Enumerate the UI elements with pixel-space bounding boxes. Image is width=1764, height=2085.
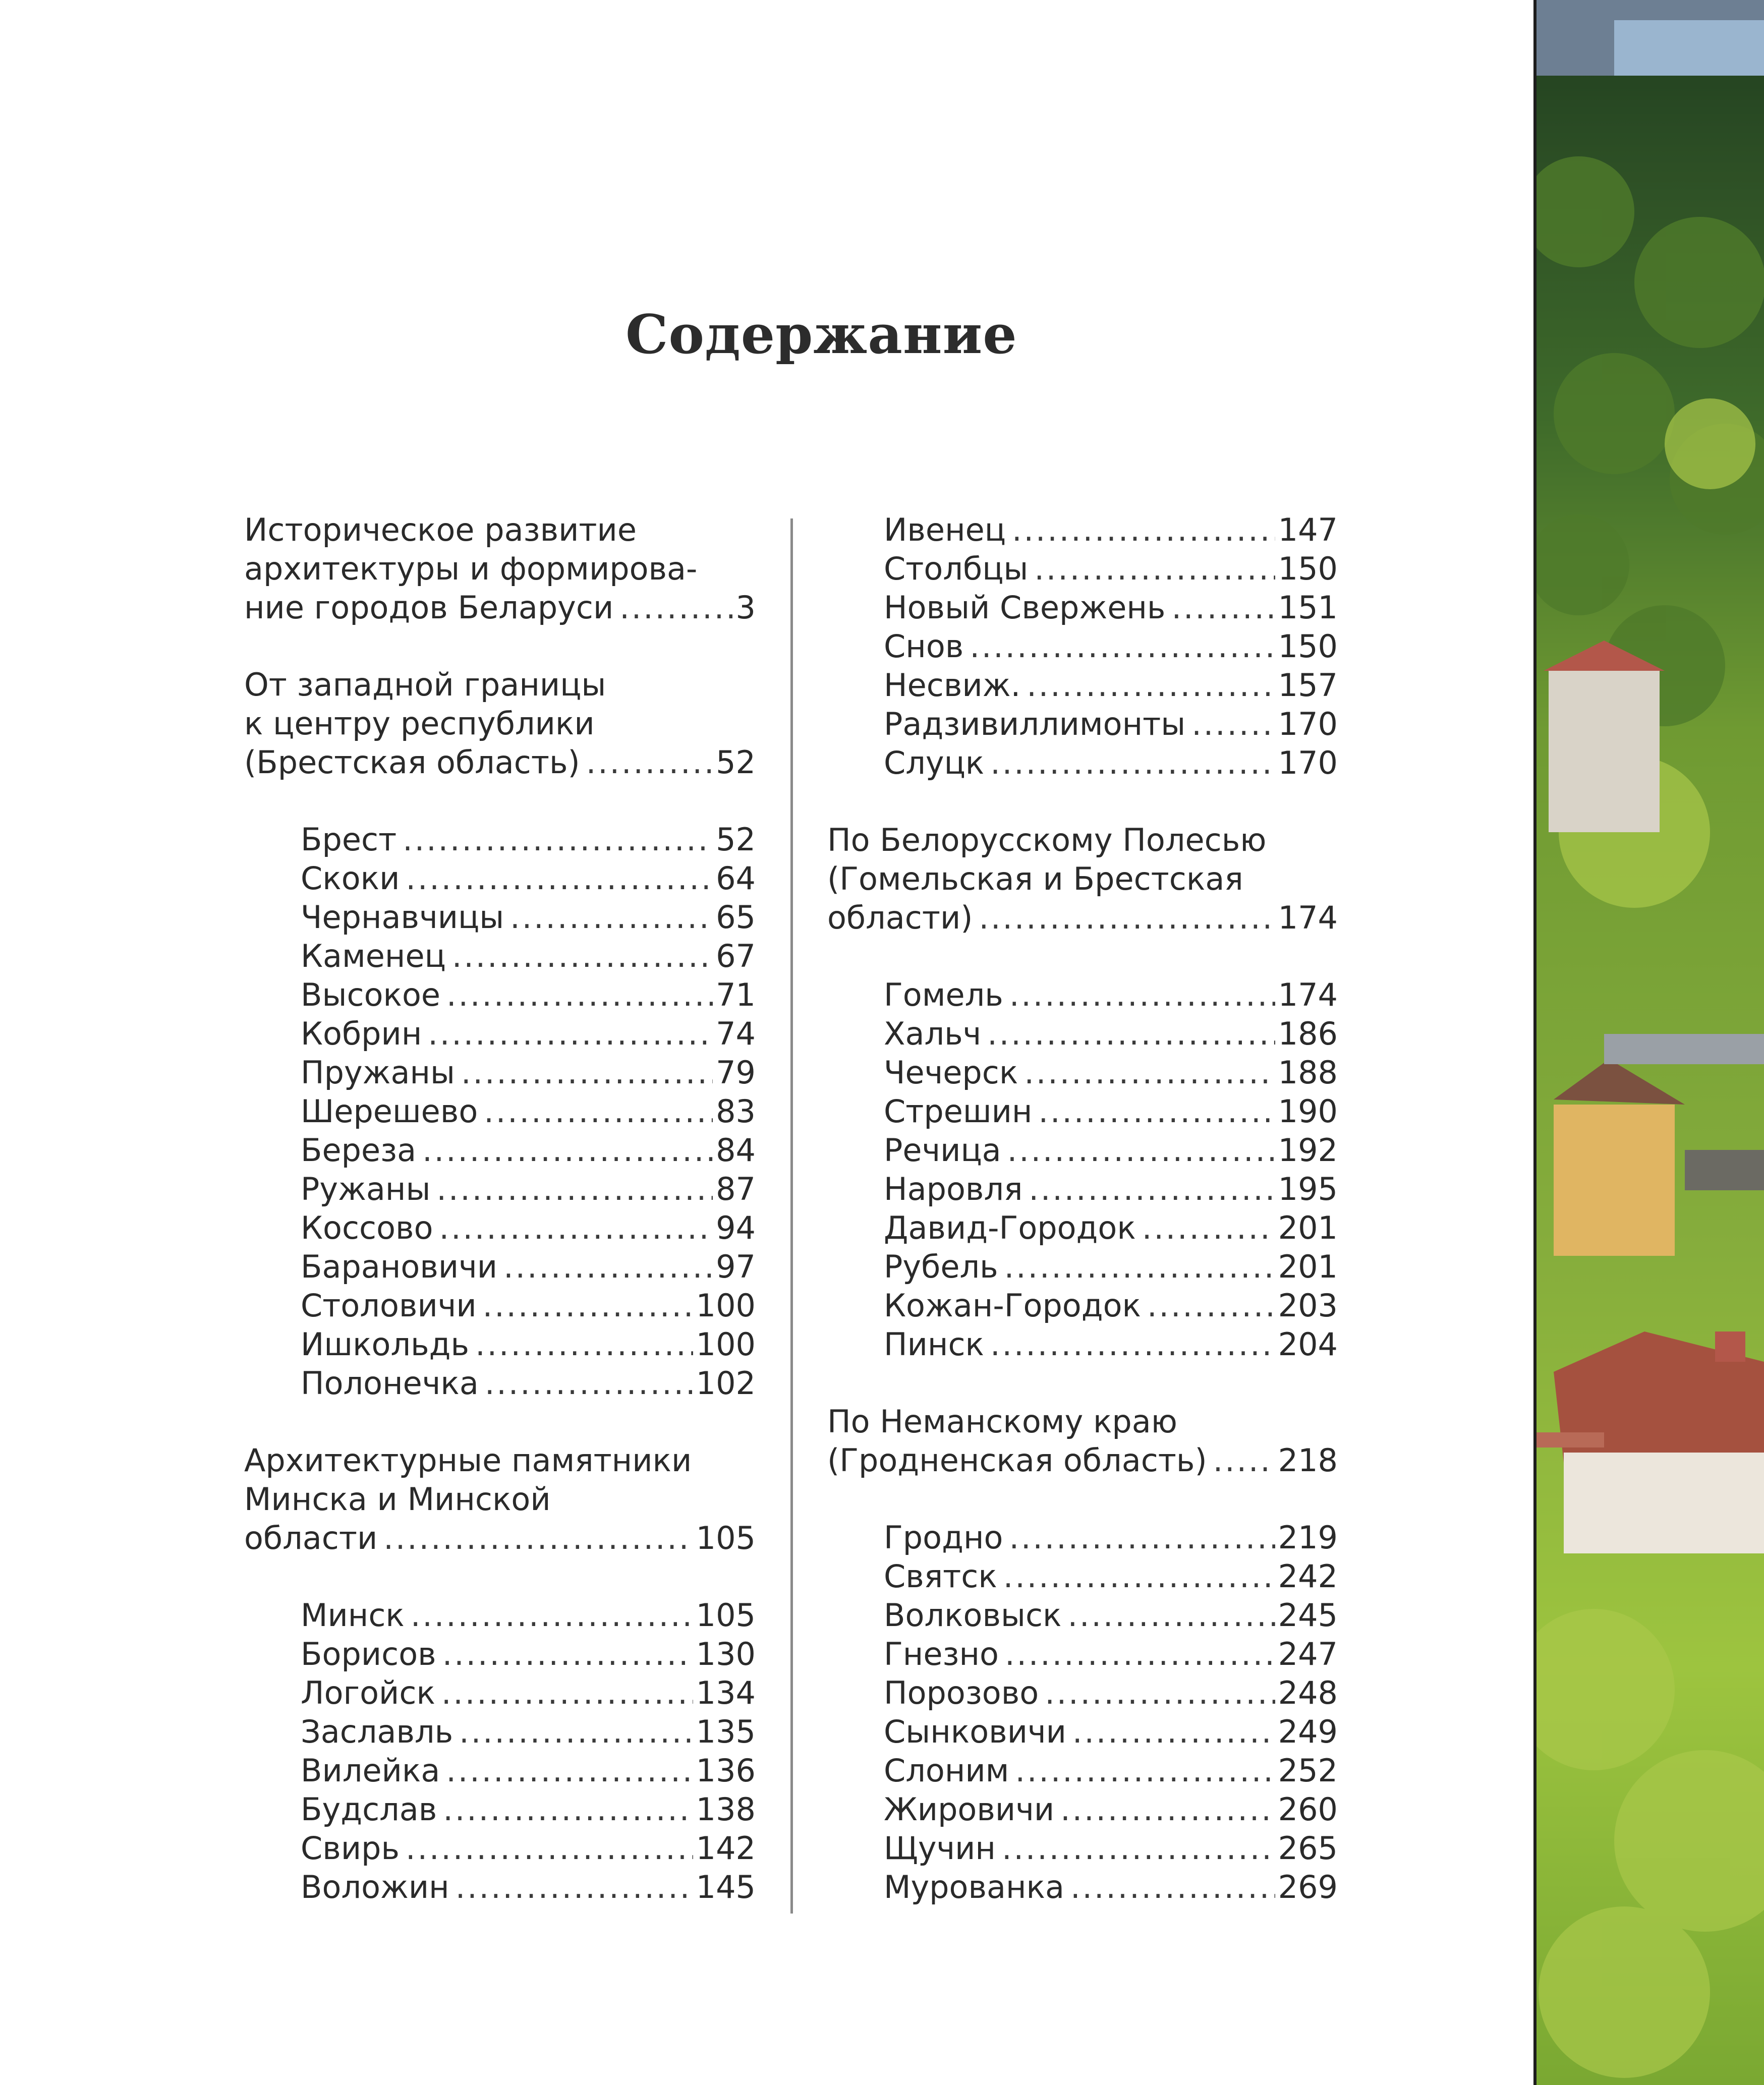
dot-leader [1070,1868,1275,1906]
toc-section-heading-row[interactable] [244,588,756,627]
toc-entry-name: Жировичи [884,1791,1055,1828]
toc-page-number: 105 [696,1597,756,1634]
toc-page-number: 142 [696,1830,756,1867]
dot-leader [987,1014,1275,1053]
toc-entry[interactable] [884,1557,1338,1596]
toc-entry-name: Шерешево [301,1093,478,1130]
toc-entry[interactable] [884,1751,1338,1790]
toc-page-number: 105 [696,1520,756,1556]
toc-entry-name: Ишкольдь [301,1326,470,1363]
toc-entry-name: Коссово [301,1209,433,1246]
toc-section-heading-row[interactable] [244,1519,756,1557]
toc-page-number: 145 [696,1869,756,1905]
toc-entry[interactable] [884,1170,1338,1208]
toc-section [244,665,756,1403]
toc-entry-name: Хальч [884,1015,982,1052]
toc-entry[interactable] [301,1053,756,1092]
toc-section-heading-line: По Белорусскому Полесью [827,822,1267,858]
toc-page-number: 84 [716,1132,756,1169]
dot-leader [1045,1673,1275,1712]
toc-entry-name: Свирь [301,1830,400,1867]
toc-entry-name: Будслав [301,1791,437,1828]
toc-entry-name: Речица [884,1132,1001,1169]
dot-leader [446,1751,693,1790]
dot-leader [446,975,713,1014]
toc-section [244,510,756,627]
toc-entry-name: Полонечка [301,1365,479,1402]
toc-section [827,510,1338,782]
toc-section-heading-line: (Брестская область) [244,744,580,781]
dot-leader [406,1829,693,1868]
toc-section [827,1402,1338,1906]
toc-entry-name: Ивенец [884,511,1006,548]
toc-entry[interactable] [301,898,756,937]
dot-leader [1068,1596,1275,1635]
dot-leader [1034,549,1275,588]
toc-page-number: 252 [1278,1752,1338,1789]
toc-entry[interactable] [301,1286,756,1325]
toc-entry[interactable] [301,1712,756,1751]
toc-entry[interactable] [884,666,1338,705]
toc-entry-name: Гродно [884,1519,1003,1556]
toc-page-number: 186 [1278,1015,1338,1052]
toc-page-number: 3 [735,589,756,626]
toc-entry[interactable] [301,1635,756,1673]
toc-section-heading-row[interactable] [827,898,1338,937]
toc-page-number: 242 [1278,1558,1338,1595]
dot-leader [452,937,713,975]
dot-leader [403,820,713,859]
toc-entry[interactable] [301,1208,756,1247]
toc-entry[interactable] [884,1247,1338,1286]
dot-leader [441,1673,693,1712]
dot-leader [1060,1790,1275,1829]
toc-entry-name: Стрешин [884,1093,1033,1130]
toc-page-number: 71 [716,976,756,1013]
toc-entry[interactable] [884,1208,1338,1247]
toc-page-number: 134 [696,1674,756,1711]
toc-entry-list [827,510,1338,782]
toc-entry[interactable] [884,1131,1338,1170]
dot-leader [1213,1441,1275,1480]
toc-page-number: 150 [1278,550,1338,587]
toc-page-number: 65 [716,899,756,936]
dot-leader [406,859,713,898]
toc-page-number: 248 [1278,1674,1338,1711]
toc-entry-name: Слоним [884,1752,1009,1789]
toc-section-heading-line: (Гродненская область) [827,1442,1207,1479]
toc-entry[interactable] [301,859,756,898]
toc-entry[interactable] [301,1131,756,1170]
dot-leader [1171,588,1275,627]
toc-page-number: 219 [1278,1519,1338,1556]
dot-leader [1191,705,1275,743]
toc-entry-name: Несвиж. [884,667,1021,704]
toc-entry[interactable] [884,1635,1338,1673]
toc-entry[interactable] [884,1790,1338,1829]
toc-entry-name: Воложин [301,1869,449,1905]
toc-entry-list [827,1518,1338,1906]
toc-entry-name: Чернавчицы [301,899,504,936]
toc-entry[interactable] [884,588,1338,627]
dot-leader [1012,510,1275,549]
toc-page-number: 102 [696,1365,756,1402]
toc-section-heading-line: области [244,1520,378,1556]
dot-leader [443,1790,693,1829]
toc-entry-name: Каменец [301,938,446,974]
toc-entry-name: Снов [884,628,964,665]
toc-page-number: 150 [1278,628,1338,665]
toc-page-number: 74 [716,1015,756,1052]
toc-section [827,821,1338,1364]
toc-entry[interactable] [301,1364,756,1403]
toc-page-number: 188 [1278,1054,1338,1091]
dot-leader [456,1868,693,1906]
toc-entry-list [827,975,1338,1364]
toc-entry[interactable] [884,975,1338,1014]
toc-page-number: 174 [1278,899,1338,936]
toc-page-number: 52 [716,744,756,781]
toc-page-number: 100 [696,1287,756,1324]
toc-page-number: 52 [716,821,756,858]
toc-entry-name: Кобрин [301,1015,422,1052]
toc-entry-list [244,1596,756,1906]
dot-leader [990,1325,1275,1364]
toc-left-column [244,510,756,1945]
toc-section-heading-line: к центру республики [244,705,595,742]
toc-right-column [827,510,1338,1945]
toc-entry[interactable] [301,975,756,1014]
dot-leader [422,1131,713,1170]
toc-entry[interactable] [884,1286,1338,1325]
toc-entry-name: Кожан-Городок [884,1287,1141,1324]
toc-entry-name: Радзивиллимонты [884,706,1186,742]
toc-section [244,1441,756,1906]
dot-leader [1007,1131,1275,1170]
dot-leader [484,1092,713,1131]
toc-entry-list [244,820,756,1403]
toc-page-number: 218 [1278,1442,1338,1479]
dot-leader [1003,1557,1275,1596]
dot-leader [619,588,732,627]
toc-entry-name: Наровля [884,1171,1023,1207]
dot-leader [510,898,713,937]
toc-page-number: 201 [1278,1209,1338,1246]
dot-leader [439,1208,713,1247]
dot-leader [411,1596,693,1635]
toc-entry-name: Скоки [301,860,400,897]
dot-leader [970,627,1275,666]
toc-section-heading-line: От западной границы [244,666,606,703]
toc-entry-name: Заславль [301,1713,453,1750]
toc-page-number: 201 [1278,1248,1338,1285]
toc-page-number: 87 [716,1171,756,1207]
toc-page-number: 245 [1278,1597,1338,1634]
dot-leader [436,1170,713,1208]
toc-entry-name: Слуцк [884,744,985,781]
dot-leader [1015,1751,1275,1790]
dot-leader [1005,1635,1275,1673]
toc-section-heading-row[interactable] [244,743,756,782]
toc-entry[interactable] [301,1596,756,1635]
dot-leader [383,1519,693,1557]
toc-entry[interactable] [884,627,1338,666]
toc-entry[interactable] [301,1170,756,1208]
dot-leader [1004,1247,1275,1286]
toc-entry[interactable] [884,743,1338,782]
toc-entry[interactable] [884,549,1338,588]
toc-page-number: 247 [1278,1636,1338,1672]
toc-page-number: 83 [716,1093,756,1130]
toc-entry[interactable] [301,1092,756,1131]
dot-leader [586,743,713,782]
toc-entry-name: Гомель [884,976,1003,1013]
toc-entry[interactable] [301,820,756,859]
toc-entry-name: Волковыск [884,1597,1062,1634]
toc-entry[interactable] [884,1596,1338,1635]
toc-section-heading-line: Минска и Минской [244,1481,551,1518]
dot-leader [459,1712,693,1751]
dot-leader [1072,1712,1275,1751]
toc-entry-name: Логойск [301,1674,435,1711]
toc-entry-name: Пружаны [301,1054,456,1091]
toc-entry-name: Чечерск [884,1054,1018,1091]
toc-entry[interactable] [301,937,756,975]
dot-leader [1002,1829,1275,1868]
toc-section-heading-line: Архитектурные памятники [244,1442,692,1479]
toc-page-number: 269 [1278,1869,1338,1905]
toc-section-heading-row[interactable] [827,1441,1338,1480]
toc-page-number: 204 [1278,1326,1338,1363]
toc-entry[interactable] [301,1325,756,1364]
toc-entry-name: Рубель [884,1248,998,1285]
toc-page-number: 135 [696,1713,756,1750]
toc-entry[interactable] [884,510,1338,549]
toc-page-number: 174 [1278,976,1338,1013]
toc-entry-name: Святск [884,1558,997,1595]
toc-entry-name: Брест [301,821,397,858]
dot-leader [483,1286,693,1325]
toc-entry[interactable] [301,1014,756,1053]
dot-leader [1009,1518,1275,1557]
dot-leader [1142,1208,1275,1247]
toc-entry-name: Мурованка [884,1869,1064,1905]
toc-entry-name: Столбцы [884,550,1029,587]
toc-entry-name: Столовичи [301,1287,477,1324]
dot-leader [1029,1170,1275,1208]
toc-page-number: 170 [1278,706,1338,742]
toc-page-number: 190 [1278,1093,1338,1130]
toc-entry[interactable] [884,1712,1338,1751]
toc-page-number: 203 [1278,1287,1338,1324]
toc-page-number: 138 [696,1791,756,1828]
page-title: Содержание [625,303,1017,366]
dot-leader [1038,1092,1275,1131]
toc-entry-name: Высокое [301,976,441,1013]
toc-entry-name: Давид-Городок [884,1209,1136,1246]
toc-entry[interactable] [884,1829,1338,1868]
toc-entry-name: Вилейка [301,1752,440,1789]
dot-leader [442,1635,693,1673]
toc-entry[interactable] [884,1518,1338,1557]
dot-leader [475,1325,693,1364]
toc-page-number: 249 [1278,1713,1338,1750]
dot-leader [1027,666,1275,705]
toc-entry-name: Ружаны [301,1171,431,1207]
toc-entry[interactable] [884,1325,1338,1364]
dot-leader [503,1247,713,1286]
toc-entry-name: Щучин [884,1830,996,1867]
toc-page-number: 97 [716,1248,756,1285]
toc-entry[interactable] [301,1673,756,1712]
column-divider [790,518,793,1914]
dot-leader [1147,1286,1275,1325]
toc-page-number: 79 [716,1054,756,1091]
toc-page-number: 265 [1278,1830,1338,1867]
toc-page-number: 147 [1278,511,1338,548]
toc-section-heading-line: (Гомельская и Брестская [827,860,1243,897]
dot-leader [428,1014,713,1053]
cover-photo-strip [1533,0,1764,2085]
dot-leader [1009,975,1275,1014]
toc-page-number: 195 [1278,1171,1338,1207]
toc-entry-name: Барановичи [301,1248,498,1285]
toc-section-heading-line: По Неманскому краю [827,1403,1177,1440]
toc-entry[interactable] [884,705,1338,743]
toc-entry-name: Береза [301,1132,417,1169]
toc-section-heading-line: области) [827,899,973,936]
photo-strip-edge [1533,0,1537,2085]
toc-page-number: 67 [716,938,756,974]
dot-leader [461,1053,713,1092]
toc-entry[interactable] [301,1829,756,1868]
toc-entry-name: Гнезно [884,1636,999,1672]
toc-entry[interactable] [884,1868,1338,1906]
toc-section-heading-line: архитектуры и формирова- [244,550,698,587]
toc-page-number: 136 [696,1752,756,1789]
toc-page-number: 170 [1278,744,1338,781]
toc-entry-name: Минск [301,1597,405,1634]
toc-entry-name: Порозово [884,1674,1039,1711]
toc-section-heading-line: ние городов Беларуси [244,589,614,626]
dot-leader [1024,1053,1275,1092]
toc-page-number: 64 [716,860,756,897]
toc-entry[interactable] [884,1014,1338,1053]
toc-entry[interactable] [884,1673,1338,1712]
toc-entry[interactable] [884,1053,1338,1092]
toc-page-number: 260 [1278,1791,1338,1828]
toc-entry[interactable] [301,1868,756,1906]
dot-leader [990,743,1275,782]
toc-entry-name: Новый Свержень [884,589,1166,626]
toc-page-number: 157 [1278,667,1338,704]
toc-page-number: 151 [1278,589,1338,626]
toc-entry[interactable] [301,1751,756,1790]
toc-entry[interactable] [301,1790,756,1829]
toc-entry[interactable] [301,1247,756,1286]
toc-entry-name: Пинск [884,1326,984,1363]
toc-section-heading-line: Историческое развитие [244,511,637,548]
toc-entry-name: Сынковичи [884,1713,1066,1750]
dot-leader [979,898,1275,937]
toc-entry[interactable] [884,1092,1338,1131]
toc-page-number: 94 [716,1209,756,1246]
toc-page-number: 100 [696,1326,756,1363]
toc-page-number: 130 [696,1636,756,1672]
toc-entry-name: Борисов [301,1636,436,1672]
dot-leader [485,1364,693,1403]
toc-page-number: 192 [1278,1132,1338,1169]
